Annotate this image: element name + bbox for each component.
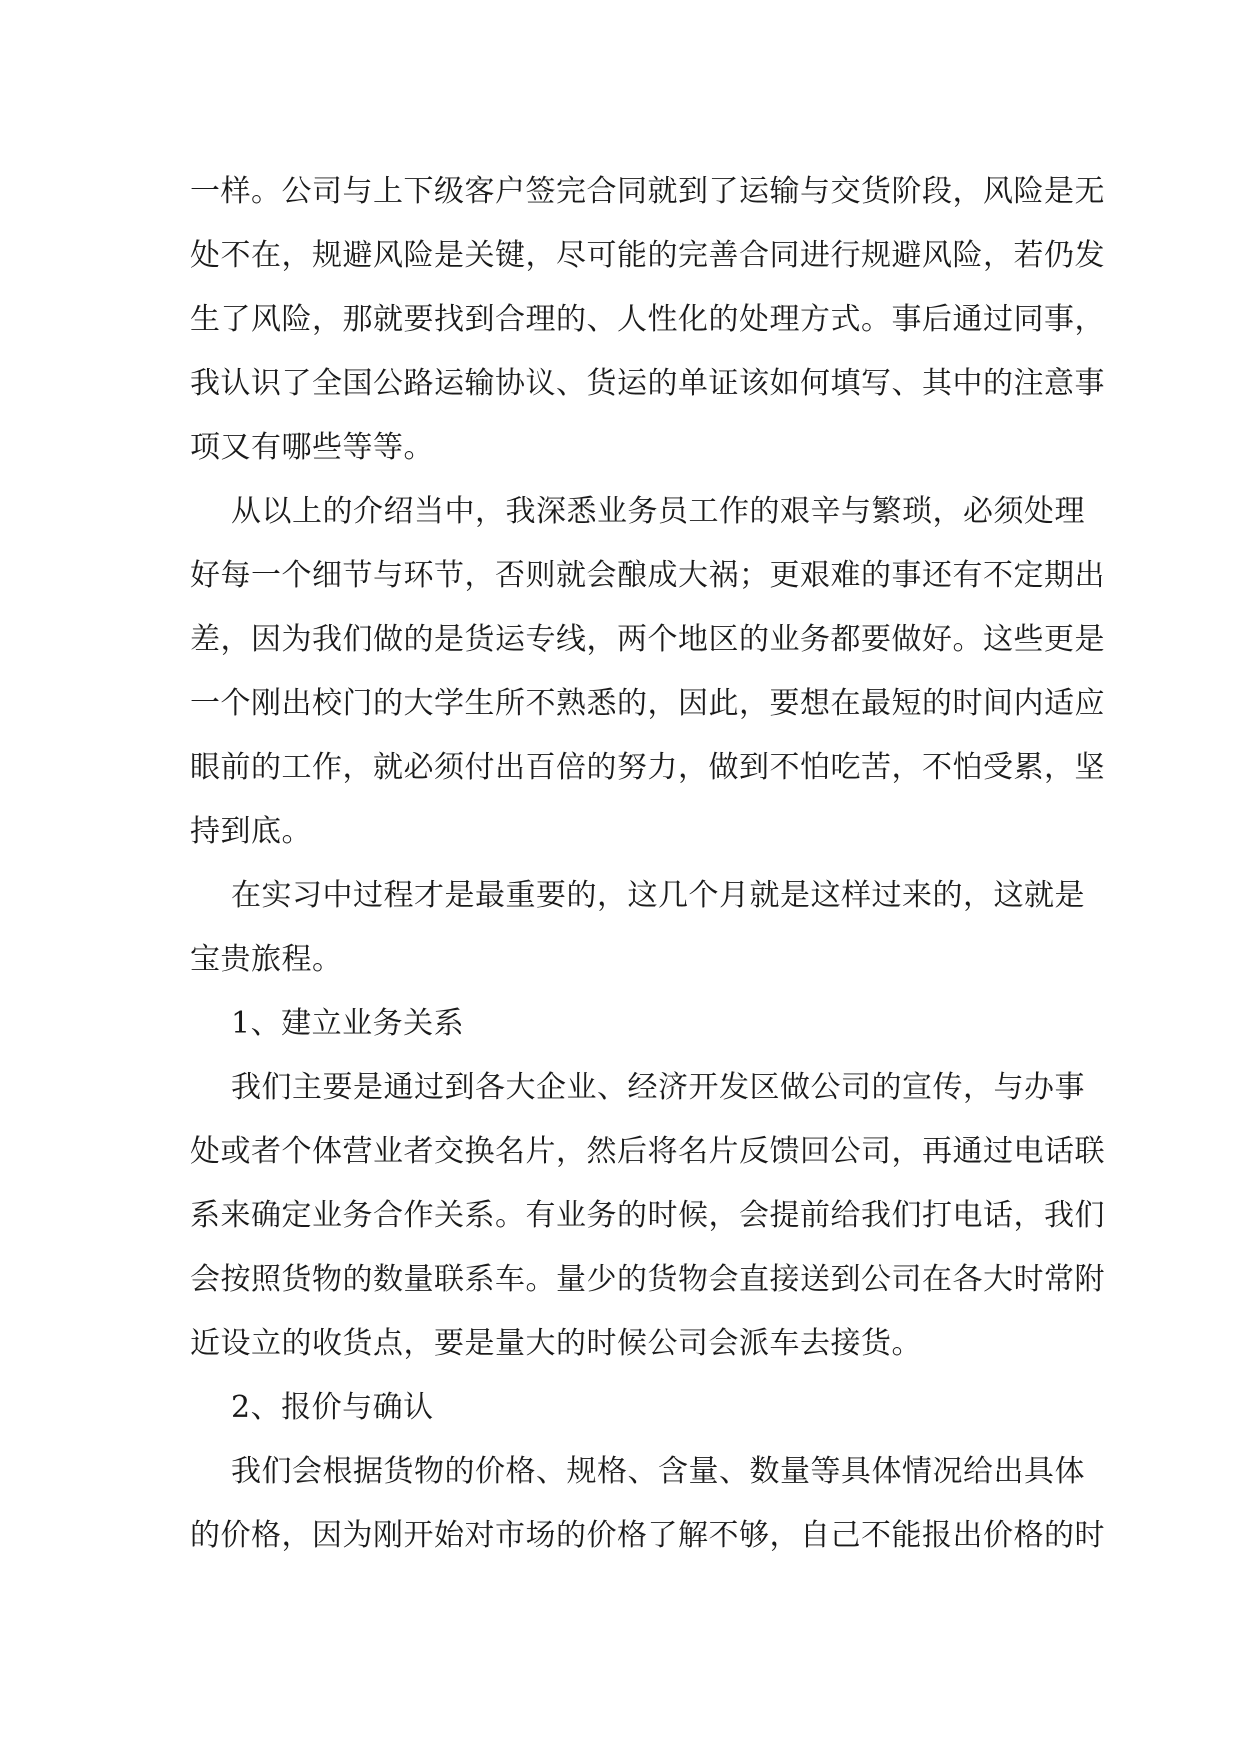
text-line: 系来确定业务合作关系。有业务的时候，会提前给我们打电话，我们 bbox=[190, 1198, 1105, 1233]
text-line: 近设立的收货点，要是量大的时候公司会派车去接货。 bbox=[190, 1326, 922, 1361]
text-line: 的价格，因为刚开始对市场的价格了解不够，自己不能报出价格的时 bbox=[190, 1518, 1105, 1553]
section-heading: 1、建立业务关系 bbox=[231, 1006, 465, 1041]
text-line: 持到底。 bbox=[190, 814, 312, 849]
text-line: 一个刚出校门的大学生所不熟悉的，因此，要想在最短的时间内适应 bbox=[190, 686, 1105, 721]
text-line: 会按照货物的数量联系车。量少的货物会直接送到公司在各大时常附 bbox=[190, 1262, 1105, 1297]
text-line: 项又有哪些等等。 bbox=[190, 430, 434, 465]
section-heading: 2、报价与确认 bbox=[231, 1390, 434, 1425]
text-line: 处或者个体营业者交换名片，然后将名片反馈回公司，再通过电话联 bbox=[190, 1134, 1105, 1169]
text-line: 生了风险，那就要找到合理的、人性化的处理方式。事后通过同事， bbox=[190, 302, 1105, 337]
text-line: 一样。公司与上下级客户签完合同就到了运输与交货阶段，风险是无 bbox=[190, 174, 1105, 209]
text-line: 眼前的工作，就必须付出百倍的努力，做到不怕吃苦，不怕受累，坚 bbox=[190, 750, 1105, 785]
text-line: 我认识了全国公路运输协议、货运的单证该如何填写、其中的注意事 bbox=[190, 366, 1105, 401]
text-line: 我们主要是通过到各大企业、经济开发区做公司的宣传，与办事 bbox=[231, 1070, 1085, 1105]
text-line: 处不在，规避风险是关键，尽可能的完善合同进行规避风险，若仍发 bbox=[190, 238, 1105, 273]
text-line: 好每一个细节与环节，否则就会酿成大祸；更艰难的事还有不定期出 bbox=[190, 558, 1105, 593]
document-body bbox=[190, 160, 1105, 1568]
text-line: 宝贵旅程。 bbox=[190, 942, 343, 977]
text-line: 在实习中过程才是最重要的，这几个月就是这样过来的，这就是 bbox=[231, 878, 1085, 913]
text-line: 我们会根据货物的价格、规格、含量、数量等具体情况给出具体 bbox=[231, 1454, 1085, 1489]
text-line: 差，因为我们做的是货运专线，两个地区的业务都要做好。这些更是 bbox=[190, 622, 1105, 657]
text-line: 从以上的介绍当中，我深悉业务员工作的艰辛与繁琐，必须处理 bbox=[231, 494, 1085, 529]
